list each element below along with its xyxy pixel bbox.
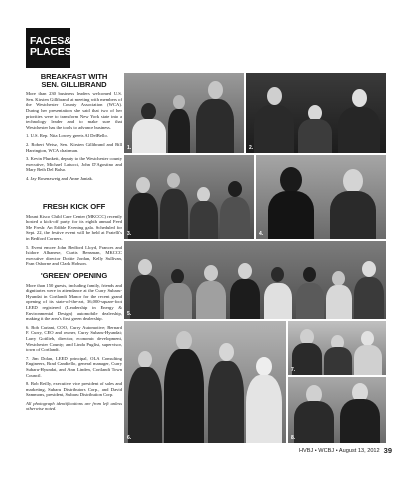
caption-3: 3. Kevin Plunkett, deputy to the Westchester county executive, Michael Latucci, John D'Agostino and Mary Beth Del Balso. bbox=[26, 156, 122, 173]
person-figure bbox=[190, 187, 218, 239]
photo-8 bbox=[288, 377, 386, 443]
caption-4: 4. Jay Rosenzweig and Anne Janiak. bbox=[26, 175, 93, 181]
person-figure bbox=[168, 95, 190, 153]
headline-green-opening: 'GREEN' OPENING bbox=[40, 271, 108, 280]
caption-7: 7. Jim Dolan, LEED principal, OLA Consulting Engineers, Brad Candiello, general manager, Curry Subaru-Hyundai, and Ann Linden, Cortlandt Town Council. bbox=[26, 355, 122, 378]
person-figure bbox=[160, 173, 188, 239]
person-figure bbox=[264, 267, 292, 319]
photo-2 bbox=[246, 73, 386, 153]
photo-4 bbox=[256, 155, 386, 239]
article-breakfast bbox=[26, 73, 122, 185]
person-figure bbox=[130, 259, 160, 319]
caption-6: 6. Bob Cariani, COO, Curry Automotive; Bernard F. Curry, CEO and owner, Curry Subaru-Hyundai; Larry Gottlieb, director, economic development, Westchester County; and Linda Puglisi, supervisor, town of Cortlandt. bbox=[26, 324, 122, 353]
photo-1 bbox=[124, 73, 244, 153]
person-figure bbox=[298, 105, 332, 153]
person-figure bbox=[196, 81, 234, 153]
photo-credit: All photograph identifications are from left unless otherwise noted. bbox=[26, 400, 122, 412]
photo-3 bbox=[124, 155, 254, 239]
person-figure bbox=[326, 271, 352, 319]
person-figure bbox=[324, 335, 352, 375]
person-figure bbox=[296, 267, 324, 319]
person-figure bbox=[208, 343, 244, 443]
photo-7 bbox=[288, 321, 386, 375]
photo-number-6: 6. bbox=[127, 435, 132, 441]
photo-number-7: 7. bbox=[291, 367, 296, 373]
intro-breakfast: More than 230 business leaders welcomed U.S. Sen. Kirsten Gillibrand at meeting with members of the Westchester County Association (WCA). During her presentation she said that two of her priorities were to transform New York state into a technology leader and to make sure that Westchester has the tools to advance business. bbox=[26, 91, 122, 130]
person-figure bbox=[338, 89, 380, 153]
logo-line-1: FACES& bbox=[30, 35, 72, 47]
person-figure bbox=[230, 263, 260, 319]
intro-fresh-kick-off: Mount Kisco Child Care Center (MKCCC) recently hosted a kick-off party for its eighth annual Feed Me Fresh: An Edible Evening gala. Scheduled for Sept. 22, the festive event will be held at Fratelli's in Bedford Corners. bbox=[26, 213, 122, 241]
person-figure bbox=[254, 87, 294, 153]
person-figure bbox=[128, 177, 158, 239]
caption-8: 8. Bob Reilly, executive vice president of sales and marketing, Subaru Distributors Corp., and David Sammons, president, Subaru Distribution Corp. bbox=[26, 381, 122, 398]
photo-6 bbox=[124, 321, 286, 443]
photo-number-3: 3. bbox=[127, 231, 132, 237]
logo-line-2: PLACES bbox=[30, 46, 72, 58]
intro-green-opening: More than 150 guests, including family, friends and dignitaries were in attendance at the Curry Subaru-Hyundai in Cortlandt Manor for the recent grand opening of its state-of-the-art, 36,000-square-foot LEED registered (Leadership in Energy & Environmental Design) automobile dealership, making it the area's first green dealership. bbox=[26, 282, 122, 322]
person-figure bbox=[340, 383, 380, 443]
photo-number-4: 4. bbox=[259, 231, 264, 237]
person-figure bbox=[246, 357, 282, 443]
person-figure bbox=[164, 269, 192, 319]
caption-5: 5. Event emcee John Bedford Lloyd, Frances and Isidore Albanese, Curtis Bensman, MKCCC executive director Dottie Jordan, Kelly Sullivan, Fran Osborne and Clark Hobson. bbox=[26, 244, 122, 267]
headline-fresh-kick-off: FRESH KICK OFF bbox=[42, 202, 106, 211]
publication-info: HVBJ • WCBJ • August 13, 2012 bbox=[298, 448, 380, 454]
person-figure bbox=[354, 331, 382, 375]
photo-number-1: 1. bbox=[127, 145, 132, 151]
page-footer bbox=[299, 446, 392, 455]
photo-number-5: 5. bbox=[127, 311, 132, 317]
faces-places-logo bbox=[26, 28, 70, 68]
article-green-opening bbox=[26, 272, 122, 415]
page-number: 39 bbox=[383, 446, 392, 455]
person-figure bbox=[292, 329, 322, 375]
person-figure bbox=[128, 351, 162, 443]
article-fresh-kick-off bbox=[26, 203, 122, 270]
photo-5 bbox=[124, 241, 386, 319]
person-figure bbox=[132, 103, 166, 153]
person-figure bbox=[164, 331, 204, 443]
headline-breakfast: BREAKFAST WITH SEN. GILLIBRAND bbox=[40, 72, 108, 89]
person-figure bbox=[196, 265, 226, 319]
person-figure bbox=[294, 385, 334, 443]
person-figure bbox=[268, 167, 314, 239]
photo-number-2: 2. bbox=[249, 145, 254, 151]
person-figure bbox=[330, 169, 376, 239]
person-figure bbox=[220, 181, 250, 239]
photo-number-8: 8. bbox=[291, 435, 296, 441]
caption-2: 2. Robert Weisz, Sen. Kirsten Gillibrand and Bill Harrington, WCA chairman. bbox=[26, 141, 122, 153]
caption-1: 1. U.S. Rep. Nita Lowey greets Al DelBello. bbox=[26, 133, 108, 139]
person-figure bbox=[354, 261, 384, 319]
